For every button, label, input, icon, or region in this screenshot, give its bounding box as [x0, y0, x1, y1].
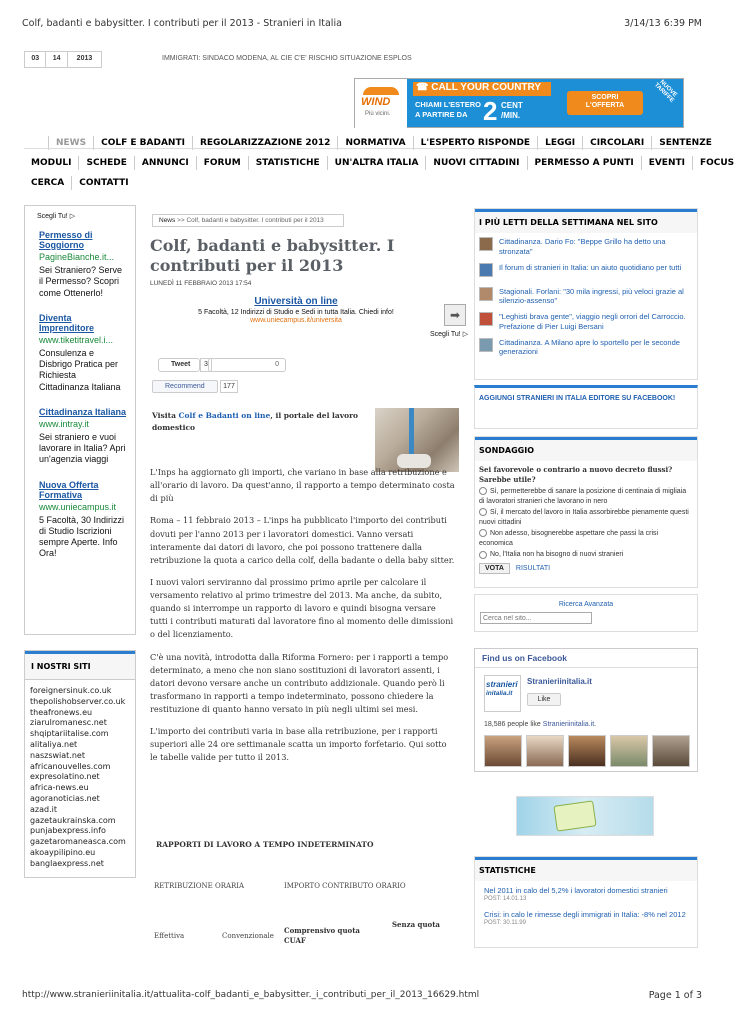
- most-read-link[interactable]: Il forum di stranieri in Italia: un aiuto quotidiano per tutti: [499, 262, 682, 272]
- statistiche-title: STATISTICHE: [475, 857, 697, 881]
- nav-item-colf-e-badanti[interactable]: COLF E BADANTI: [93, 136, 192, 150]
- fb-face[interactable]: [484, 735, 522, 767]
- stat-item: [484, 910, 691, 926]
- nav-item-news[interactable]: NEWS: [48, 136, 93, 150]
- text-ad-url[interactable]: PagineBianche.it...: [39, 252, 115, 262]
- article-paragraph: Roma – 11 febbraio 2013 – L'inps ha pubblicato l'importo dei contributi dovuti per l'anno 2013 per i lavoratori domestici. Vanno versati interamente dai datori di lavoro, che poi possono trattenere dalla retribuzione la quota a carico della colf, della badante o della baby sitter.: [150, 515, 455, 565]
- text-ad-description: Sei straniero e vuoi lavorare in Italia? Apri un'agenzia viaggi: [39, 431, 126, 465]
- site-link[interactable]: agoranoticias.net: [30, 793, 100, 803]
- poll-option-label: Non adesso, bisognerebbe aspettare che passi la crisi economica: [479, 530, 659, 548]
- fb-like-button[interactable]: Like: [527, 693, 561, 706]
- play-icon: ▷: [462, 331, 469, 338]
- article-date: LUNEDÌ 11 FEBBRAIO 2013 17:54: [150, 280, 252, 287]
- col-retribuzione: RETRIBUZIONE ORARIA: [154, 882, 245, 890]
- plusone-count[interactable]: 0: [208, 358, 286, 372]
- text-ad-url[interactable]: www.uniecampus.it: [39, 501, 117, 512]
- main-nav-row-2: [24, 156, 741, 170]
- date-year: 2013: [76, 55, 93, 62]
- sondaggio-title: SONDAGGIO: [475, 437, 697, 461]
- results-link[interactable]: RISULTATI: [515, 564, 551, 572]
- fb-page-logo: stranieri initalia.it: [484, 675, 521, 712]
- nav-item-sentenze[interactable]: SENTENZE: [651, 136, 719, 150]
- nav-divider: [24, 148, 698, 149]
- banner-price-unit: CENT /MIN.: [501, 101, 523, 121]
- site-link[interactable]: shqiptariitalise.com: [30, 729, 109, 739]
- text-ad-title[interactable]: Nuova Offerta Formativa: [39, 479, 99, 500]
- article-paragraph: I nuovi valori serviranno dal prossimo primo aprile per calcolare il versamento relativo al primo trimestre del 2013. Ma anche, da subito, quando si interrompe un rapporto di lavoro e quindi bisogna versare tutti i contributi maturati dal lavoratore fino al momento delle dimissioni o del licenziamento.: [150, 576, 454, 640]
- banner-price: 2: [483, 96, 498, 126]
- site-link[interactable]: banglaexpress.net: [30, 858, 104, 868]
- print-footer-page: Page 1 of 3: [648, 990, 702, 1001]
- nav-item-schede[interactable]: SCHEDE: [78, 156, 133, 170]
- nav-item-contatti[interactable]: CONTATTI: [71, 176, 135, 190]
- left-ads-box: [24, 205, 136, 635]
- most-read-link[interactable]: Cittadinanza. Dario Fo: "Beppe Grillo ha detto una stronzata": [499, 237, 666, 256]
- most-read-thumbnail[interactable]: [479, 287, 493, 301]
- advanced-search-link[interactable]: Ricerca Avanzata: [558, 601, 614, 608]
- nav-item-annunci[interactable]: ANNUNCI: [134, 156, 196, 170]
- fb-box-title: Find us on Facebook: [475, 649, 697, 668]
- site-link[interactable]: alitaliya.net: [30, 739, 78, 749]
- most-read-item[interactable]: [479, 287, 693, 307]
- site-link[interactable]: punjabexpress.info: [30, 826, 106, 836]
- sondaggio-box: [474, 436, 698, 588]
- fb-likes-count: 18,586 people like Stranieriinitalia.it.: [484, 721, 597, 728]
- inline-ad-url[interactable]: www.uniecampus.it/universita: [250, 317, 342, 324]
- text-ad[interactable]: [39, 313, 127, 393]
- text-ad[interactable]: [39, 407, 127, 466]
- nav-item-forum[interactable]: FORUM: [196, 156, 248, 170]
- stat-item: [484, 886, 691, 902]
- statistiche-box: [474, 856, 698, 948]
- recommend-count: 177: [220, 380, 238, 393]
- text-ad-title[interactable]: Permesso di Soggiorno: [39, 230, 93, 250]
- stat-link[interactable]: Crisi: in calo le rimesse degli immigrati in Italia: -8% nel 2012: [484, 909, 686, 919]
- article-paragraph: L'Inps ha aggiornato gli importi, che variano in base alla retribuzione e all'orario di lavoro. Da quest'anno, il rapporto a tempo determinato costa di più: [150, 467, 455, 504]
- phone-icon: ☎: [416, 82, 432, 93]
- fb-face[interactable]: [610, 735, 648, 767]
- text-ad[interactable]: [39, 230, 127, 299]
- poll-radio[interactable]: [479, 508, 487, 516]
- breadcrumb-current: Colf, badanti e babysitter. I contributi per il 2013: [186, 217, 324, 224]
- print-header-title: Colf, badanti e babysitter. I contributi per il 2013 - Stranieri in Italia: [22, 18, 342, 29]
- sub-comprensivo: Comprensivo quota CUAF: [284, 926, 360, 945]
- date-month: 14: [46, 52, 67, 67]
- site-link[interactable]: africanouvelles.com: [30, 761, 111, 771]
- visit-portal-line: Visita Colf e Badanti on line, il portale del lavoro domestico: [152, 411, 359, 432]
- nav-item-normativa[interactable]: NORMATIVA: [337, 136, 412, 150]
- sub-convenzionale: Convenzionale: [222, 932, 274, 940]
- banner-corner-label: NUOVE TARIFFE: [652, 79, 678, 105]
- nav-item-leggi[interactable]: LEGGI: [537, 136, 582, 150]
- banner-offer-text: CHIAMI L'ESTERO A PARTIRE DA: [415, 100, 481, 119]
- stat-post-date: POST: 30.11.99: [484, 919, 526, 926]
- fb-faces-row: [484, 735, 690, 767]
- poll-option-label: Sì, il mercato del lavoro in Italia assorbirebbe pienamente questi nuovi cittadini: [479, 508, 689, 527]
- article-body: [150, 466, 456, 774]
- piu-letti-title: I PIÙ LETTI DELLA SETTIMANA NEL SITO: [475, 209, 697, 233]
- article-paragraph: C'è una novità, introdotta dalla Riforma Fornero: per i rapporti a tempo determinato, a meno che non siano sostituzioni di lavoratori assenti, i datori devono versare anche un contributo addizionale. Quando però li trasformano in rapporti a tempo indeterminato, possono chiedere la restituzione di quanto hanno versato in più negli ultimi sei mesi.: [150, 651, 449, 714]
- site-link[interactable]: foreignersinuk.co.uk: [30, 686, 112, 695]
- recommend-button[interactable]: Recommend: [152, 380, 218, 393]
- facebook-promo-link[interactable]: AGGIUNGI STRANIERI IN ITALIA EDITORE SU FACEBOOK!: [474, 385, 698, 429]
- stat-post-date: POST: 14.01.13: [484, 895, 527, 902]
- most-read-item[interactable]: [479, 237, 693, 257]
- inline-ad-choices[interactable]: Scegli Tu! ▷: [430, 331, 469, 338]
- next-arrow-icon[interactable]: ➡: [444, 304, 466, 326]
- poll-radio[interactable]: [479, 551, 487, 559]
- nav-item-permesso-a-punti[interactable]: PERMESSO A PUNTI: [527, 156, 641, 170]
- nav-item-l-esperto-risponde[interactable]: L'ESPERTO RISPONDE: [413, 136, 537, 150]
- site-link[interactable]: gazetaromaneasca.com: [30, 837, 126, 847]
- most-read-thumbnail[interactable]: [479, 312, 493, 326]
- most-read-thumbnail[interactable]: [479, 338, 493, 352]
- nav-item-regolarizzazione-2012[interactable]: REGOLARIZZAZIONE 2012: [192, 136, 338, 150]
- site-link[interactable]: azad.it: [30, 804, 57, 814]
- site-link[interactable]: expresolatino.net: [30, 772, 100, 782]
- poll-option[interactable]: [479, 529, 693, 549]
- sub-effettiva: Effettiva: [154, 932, 185, 940]
- poll-option[interactable]: [479, 487, 693, 507]
- nostri-siti-box: [24, 650, 136, 878]
- banner-headline: ☎ CALL YOUR COUNTRY: [413, 82, 551, 96]
- text-ad-url[interactable]: www.tiketitravel.i...: [39, 334, 114, 345]
- col-importo: IMPORTO CONTRIBUTO ORARIO: [284, 882, 406, 890]
- text-ad[interactable]: [39, 480, 127, 560]
- site-link[interactable]: akoaypilipino.eu: [30, 847, 96, 857]
- poll-option[interactable]: [479, 550, 693, 560]
- fb-page-name[interactable]: Stranieriinitalia.it: [527, 677, 592, 686]
- nav-item-cerca[interactable]: CERCA: [31, 178, 65, 188]
- search-input[interactable]: [480, 612, 592, 624]
- inline-ad[interactable]: [150, 296, 442, 324]
- wind-banner[interactable]: [354, 78, 684, 128]
- tweet-count: 3: [200, 358, 212, 372]
- breadcrumb-news-link[interactable]: News: [159, 217, 176, 224]
- most-read-item[interactable]: [479, 312, 693, 332]
- banner-cta-button[interactable]: SCOPRI L'OFFERTA: [567, 91, 643, 115]
- wind-logo-mark: [363, 87, 399, 95]
- piu-letti-box: [474, 208, 698, 380]
- stat-link[interactable]: Nel 2011 in calo del 5,2% i lavoratori domestici stranieri: [484, 886, 668, 895]
- nav-item-moduli[interactable]: MODULI: [31, 158, 72, 168]
- news-ticker[interactable]: IMMIGRATI: SINDACO MODENA, AL CIE C'E' RISCHIO SITUAZIONE ESPLOS: [162, 55, 412, 62]
- vote-button[interactable]: VOTA: [479, 563, 510, 574]
- search-box: [474, 594, 698, 632]
- text-ad-title[interactable]: Cittadinanza Italiana: [39, 406, 127, 417]
- most-read-item[interactable]: [479, 263, 693, 281]
- fb-face[interactable]: [652, 735, 690, 767]
- most-read-link[interactable]: Stagionali. Forlani: "30 mila ingressi, più veloci grazie al silenzio-assenso": [499, 286, 684, 306]
- inline-ad-text: 5 Facoltà, 12 Indirizzi di Studio e Sedi in tutta Italia. Chiedi info!: [198, 309, 394, 316]
- facebook-like-box: [474, 648, 698, 772]
- nav-item-circolari[interactable]: CIRCOLARI: [582, 136, 651, 150]
- colf-badanti-link[interactable]: Colf e Badanti on line: [178, 411, 271, 420]
- promo-graphic: [553, 800, 596, 831]
- site-link[interactable]: theafronews.eu: [30, 707, 93, 717]
- most-read-thumbnail[interactable]: [479, 263, 493, 277]
- nav-item-eventi[interactable]: EVENTI: [641, 156, 692, 170]
- print-header-datetime: 3/14/13 6:39 PM: [624, 18, 702, 29]
- nostri-siti-title: I NOSTRI SITI: [25, 651, 135, 679]
- poll-option[interactable]: [479, 508, 693, 528]
- most-read-link[interactable]: "Leghisti brava gente", viaggio negli orrori del Carroccio. Prefazione di Pier Luigi Bersani: [499, 312, 686, 331]
- main-nav-row-3: [24, 176, 136, 190]
- site-link[interactable]: africa-news.eu: [30, 783, 89, 793]
- date-day: 03: [25, 52, 46, 67]
- nav-item-un-altra-italia[interactable]: UN'ALTRA ITALIA: [327, 156, 426, 170]
- fb-face[interactable]: [526, 735, 564, 767]
- most-read-link[interactable]: Cittadinanza. A Milano apre lo sportello per le seconde generazioni: [499, 337, 680, 357]
- site-link[interactable]: gazetaukrainska.com: [30, 815, 116, 825]
- site-link[interactable]: naszswiat.net: [30, 750, 85, 760]
- print-footer-url: http://www.stranieriinitalia.it/attualita-colf_badanti_e_babysitter._i_contributi_per_il_2013_16629.html: [22, 990, 480, 1000]
- breadcrumb: News >> Colf, badanti e babysitter. I contributi per il 2013: [152, 214, 344, 227]
- site-link[interactable]: ziarulromanesc.net: [30, 718, 107, 728]
- wind-tagline: Più vicini.: [365, 111, 391, 117]
- article-paragraph: L'importo dei contributi varia in base alla retribuzione, per i rapporti superiori alle 24 ore settimanale scatta un importo forfetario. Qui sotto le tabelle valide per tutto il 2013.: [150, 726, 447, 763]
- text-ad-description: 5 Facoltà, 30 Indirizzi di Studio Iscrizioni sempre Aperte. Info Ora!: [39, 514, 125, 559]
- poll-radio[interactable]: [479, 529, 487, 537]
- poll-radio[interactable]: [479, 487, 487, 495]
- ad-choices-label[interactable]: Scegli Tu! ▷: [37, 213, 76, 220]
- most-read-thumbnail[interactable]: [479, 237, 493, 251]
- tweet-button[interactable]: Tweet: [158, 358, 200, 372]
- site-link[interactable]: thepolishobserver.co.uk: [30, 696, 126, 706]
- inline-ad-title[interactable]: Università on line: [254, 296, 338, 307]
- text-ad-title[interactable]: Diventa Imprenditore: [39, 312, 95, 333]
- poll-question: Sei favorevole o contrario a nuovo decreto flussi? Sarebbe utile?: [479, 465, 673, 484]
- article-title: Colf, badanti e babysitter. I contributi per il 2013: [150, 236, 395, 275]
- sites-list: [25, 679, 135, 870]
- date-bar: [24, 51, 102, 68]
- nav-item-nuovi-cittadini[interactable]: NUOVI CITTADINI: [425, 156, 526, 170]
- table-title: RAPPORTI DI LAVORO A TEMPO INDETERMINATO: [156, 840, 374, 849]
- wind-logo-panel: [355, 79, 407, 129]
- nav-item-focus[interactable]: FOCUS: [692, 156, 741, 170]
- article-photo: [375, 408, 459, 472]
- text-ad-description: Sei Straniero? Serve il Permesso? Scopri come Ottenerlo!: [39, 265, 123, 298]
- play-icon: ▷: [69, 213, 76, 220]
- text-ad-url[interactable]: www.intray.it: [39, 418, 89, 429]
- poll-option-label: Sì, permetterebbe di sanare la posizione di centinaia di migliaia di lavoratori stranieri che lavorano in nero: [479, 487, 687, 505]
- fb-face[interactable]: [568, 735, 606, 767]
- sub-senza: Senza quota: [392, 920, 440, 929]
- poll-option-label: No, l'Italia non ha bisogno di nuovi stranieri: [490, 551, 624, 559]
- sidebar-promo-image[interactable]: [516, 796, 654, 836]
- wind-logo-text: WIND: [361, 96, 391, 108]
- most-read-item[interactable]: [479, 338, 693, 358]
- nav-item-statistiche[interactable]: STATISTICHE: [248, 156, 327, 170]
- text-ad-description: Consulenza e Disbrigo Pratica per Richiesta Cittadinanza Italiana: [39, 347, 121, 392]
